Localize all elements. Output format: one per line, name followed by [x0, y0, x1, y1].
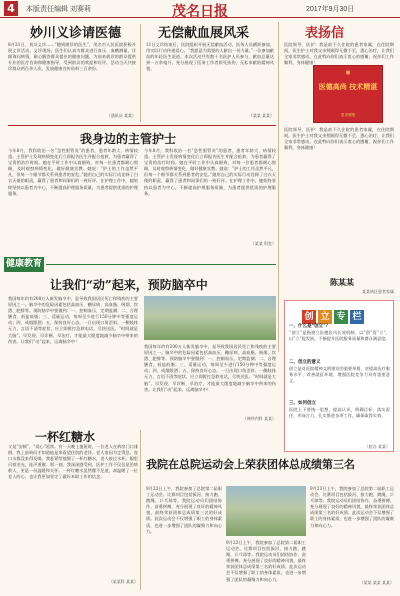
column-divider	[140, 24, 141, 122]
article-photo	[144, 296, 276, 340]
innovate-question: 二、创立的意义	[289, 360, 321, 365]
praise-body: 医院领导、医护：我是前不久住院的患者家属，在住院期间，医生护士对我父亲照顾得无微不至，悉心治疗，让我们全家非常感动。在此特向你们表示衷心的感谢，祝你们工作顺利，身体健康！	[284, 42, 394, 66]
innovate-answer: 医院上下要统一思想，提高认识，明确目标，落实责任，形成合力，扎实推进各项工作，确保取得实效。	[289, 407, 390, 419]
divider	[46, 264, 276, 265]
innovate-question: 三、如何创立	[289, 401, 316, 406]
praise-body-cont: 医院领导、医护：我是前不久住院的患者家属，在住院期间，医生护士对我父亲照顾得无微不至，悉心治疗，让我们全家非常感动。在此特向你们表示衷心的感谢，祝你们工作顺利，身体健康！	[284, 127, 394, 151]
article-byline: （某某 某某）	[248, 113, 274, 118]
article-title: 我院在总院运动会上荣获团体总成绩第三名	[146, 458, 355, 471]
article-body: 9月23日上午，我院参加了总院第二届职工运动会。比赛项目包括拔河、接力跑、跳绳、乒乓球等。我院运动员们团结协作、奋勇拼搏，充分展现了良好的精神风貌，最终荣获团体总成绩第三名的好成绩。此次运动会不仅增强了职工的身体素质，也进一步增强了团队的凝聚力和向心力。	[146, 486, 222, 534]
banner-main-text: 医德高尚 技术精湛	[318, 82, 378, 91]
praise-title: 表扬信	[305, 26, 345, 41]
article-byline: （某某 科室）	[250, 241, 276, 246]
innovate-char: 专	[334, 310, 348, 324]
article-byline: （某某科 某某）	[108, 579, 138, 584]
article-body-cont: 今年8月，我科收治一名“急性胆管炎”的患者，患者年龄大、病情较重。主管护士发现病情变化后立即报告医生并配合抢救，为患者赢得了宝贵的治疗时间。她在平时工作中认真细致，对每一位患者都耐心照顾，及时观察病情变化，做好健康宣教。她说：“护士的工作虽然平凡，但每一个细节都关系到患者的安危。”她用自己的实际行动诠释了白衣天使的职责，赢得了患者和同事们的一致好评。在护理工作中，她始终坚持以患者为中心，不断提高护理服务质量，为患者提供优质的护理服务。	[144, 148, 276, 196]
praise-signer: 某某病区患者家属	[362, 289, 394, 294]
article-byline: （某某 某某 某某）	[359, 580, 394, 585]
innovate-char: 创	[302, 310, 316, 324]
page-number: 4	[4, 1, 18, 16]
innovate-byline: （院办 某某）	[364, 444, 390, 449]
praise-signature: 陈某某	[330, 277, 354, 287]
silk-banner-photo	[313, 65, 383, 123]
article-body: 我国每年约有200万人新发脑卒中，是导致我国居民死亡和残疾的主要原因之一。脑卒中的危险因素包括高血压、糖尿病、高血脂、吸烟、饮酒、肥胖等。预防脑卒中要做到：一、控制血压，定期监测；二、合理膳食，低盐低脂；三、适量运动，每周至少进行150分钟中等强度运动；四、戒烟限酒；五、保持良好心态。一旦出现口角歪斜、一侧肢体无力、言语不清等症状，应立即拨打急救电话，尽快送医。“时间就是大脑”，早发现、早诊断、早治疗，才能最大限度地减少脑卒中带来的伤害。让我们“动”起来，远离脑卒中！	[8, 296, 138, 344]
article-title: 无偿献血展风采	[158, 26, 250, 41]
article-title: 一杯红糖水	[35, 430, 96, 444]
innovate-char: 立	[318, 310, 332, 324]
innovate-answer: 创立是对医院精神文明建设的重要举措，对提高医疗服务水平、改善就医环境、增强医院竞争力具有重要意义。	[289, 366, 390, 384]
innovate-question: 一、什么是“创立”？	[289, 324, 331, 329]
section-badge: 健康教育	[4, 257, 44, 272]
issue-date: 2017年9月30日	[306, 6, 355, 13]
column-divider	[140, 430, 141, 590]
article-title: 让我们“动”起来，预防脑卒中	[50, 278, 208, 292]
newspaper-logo: 茂名日报	[172, 4, 228, 20]
banner-top-text: 赠	[346, 70, 350, 75]
column-divider	[278, 22, 279, 352]
innovate-char: 栏	[350, 310, 364, 324]
article-byline: （神经内科 某某）	[242, 416, 276, 421]
editor-credit: 本版责任编辑 刘赛莉	[26, 6, 91, 13]
article-body: 又是“安顿”，“爱心”延续。有一天晚上值班时，一位老人在病房门口徘徊，我上前询问才知道他是来看望住院的老伴。老人家因为走得急，连口水都没来得及喝。我赶紧给他倒了一杯红糖水，老人接过水杯，眼里闪着泪光，连声道谢。那一刻，我深深感受到，医护工作不仅仅是治病救人，更是一份温暖和关怀。一杯红糖水虽然微不足道，却温暖了一位老人的心，也让我更加坚定了做好本职工作的信念。	[8, 444, 139, 480]
article-body-cont: 我国每年约有200万人新发脑卒中，是导致我国居民死亡和残疾的主要原因之一。脑卒中的危险因素包括高血压、糖尿病、高血脂、吸烟、饮酒、肥胖等。预防脑卒中要做到：一、控制血压，定期监测；二、合理膳食，低盐低脂；三、适量运动，每周至少进行150分钟中等强度运动；四、戒烟限酒；五、保持良好心态。一旦出现口角歪斜、一侧肢体无力、言语不清等症状，应立即拨打急救电话，尽快送医。“时间就是大脑”，早发现、早诊断、早治疗，才能最大限度地减少脑卒中带来的伤害。让我们“动”起来，远离脑卒中！	[144, 344, 276, 392]
innovate-title	[302, 304, 366, 324]
article-body: 8月31日，刘川义诊……“随到随诊的医生”，茂名市人民医院积极开展义诊活动。义诊现场，医生们认真为群众进行血压、血糖测量，详细询问病情，耐心解答群众提出的健康问题，为前来就诊的群众提供专业的医疗咨询和健康指导，受到群众的欢迎和好评。活动当天共接诊群众两百余人次，发放健康宣传资料三百余份。	[8, 42, 136, 72]
article-body-cont: 9月23日上午，我院参加了总院第二届职工运动会。比赛项目包括拔河、接力跑、跳绳、乒乓球等。我院运动员们团结协作、奋勇拼搏，充分展现了良好的精神风貌，最终荣获团体总成绩第三名的好成绩。此次运动会不仅增强了职工的身体素质，也进一步增强了团队的凝聚力和向心力。	[310, 486, 394, 528]
article-photo	[226, 486, 306, 536]
article-body: 11日义诊结束后，医院组织开展无偿献血活动，医务人员踊跃参加，用实际行动传递爱心。“我愿意为需要的人献出一份力量。”一位参加献血的年轻医生说道。本次活动共有数十名医护人员参与，献血总量达到一万余毫升，充分展现了医务工作者救死扶伤、无私奉献的精神风貌。	[146, 42, 274, 72]
innovate-answer: “创立”是指建立医德医风长效机制，以“创”促“立”，以“立”促发展，不断提升医院服务质量和群众满意度。	[289, 330, 390, 342]
article-body-cont: 9月23日上午，我院参加了总院第二届职工运动会。比赛项目包括拔河、接力跑、跳绳、乒乓球等。我院运动员们团结协作、奋勇拼搏，充分展现了良好的精神风貌，最终荣获团体总成绩第三名的好成绩。此次运动会不仅增强了职工的身体素质，也进一步增强了团队的凝聚力和向心力。	[226, 540, 306, 582]
article-title: 妙川义诊请医德	[30, 26, 122, 41]
divider	[8, 125, 276, 126]
banner-bottom-text: 患者敬赠	[341, 113, 355, 117]
article-byline: （通讯员 某某）	[106, 113, 136, 118]
article-title: 我身边的主管护士	[80, 132, 177, 146]
article-body: 今年8月，我科收治一名“急性胆管炎”的患者，患者年龄大、病情较重。主管护士发现病情变化后立即报告医生并配合抢救，为患者赢得了宝贵的治疗时间。她在平时工作中认真细致，对每一位患者都耐心照顾，及时观察病情变化，做好健康宣教。她说：“护士的工作虽然平凡，但每一个细节都关系到患者的安危。”她用自己的实际行动诠释了白衣天使的职责，赢得了患者和同事们的一致好评。在护理工作中，她始终坚持以患者为中心，不断提高护理服务质量，为患者提供优质的护理服务。	[8, 148, 138, 196]
